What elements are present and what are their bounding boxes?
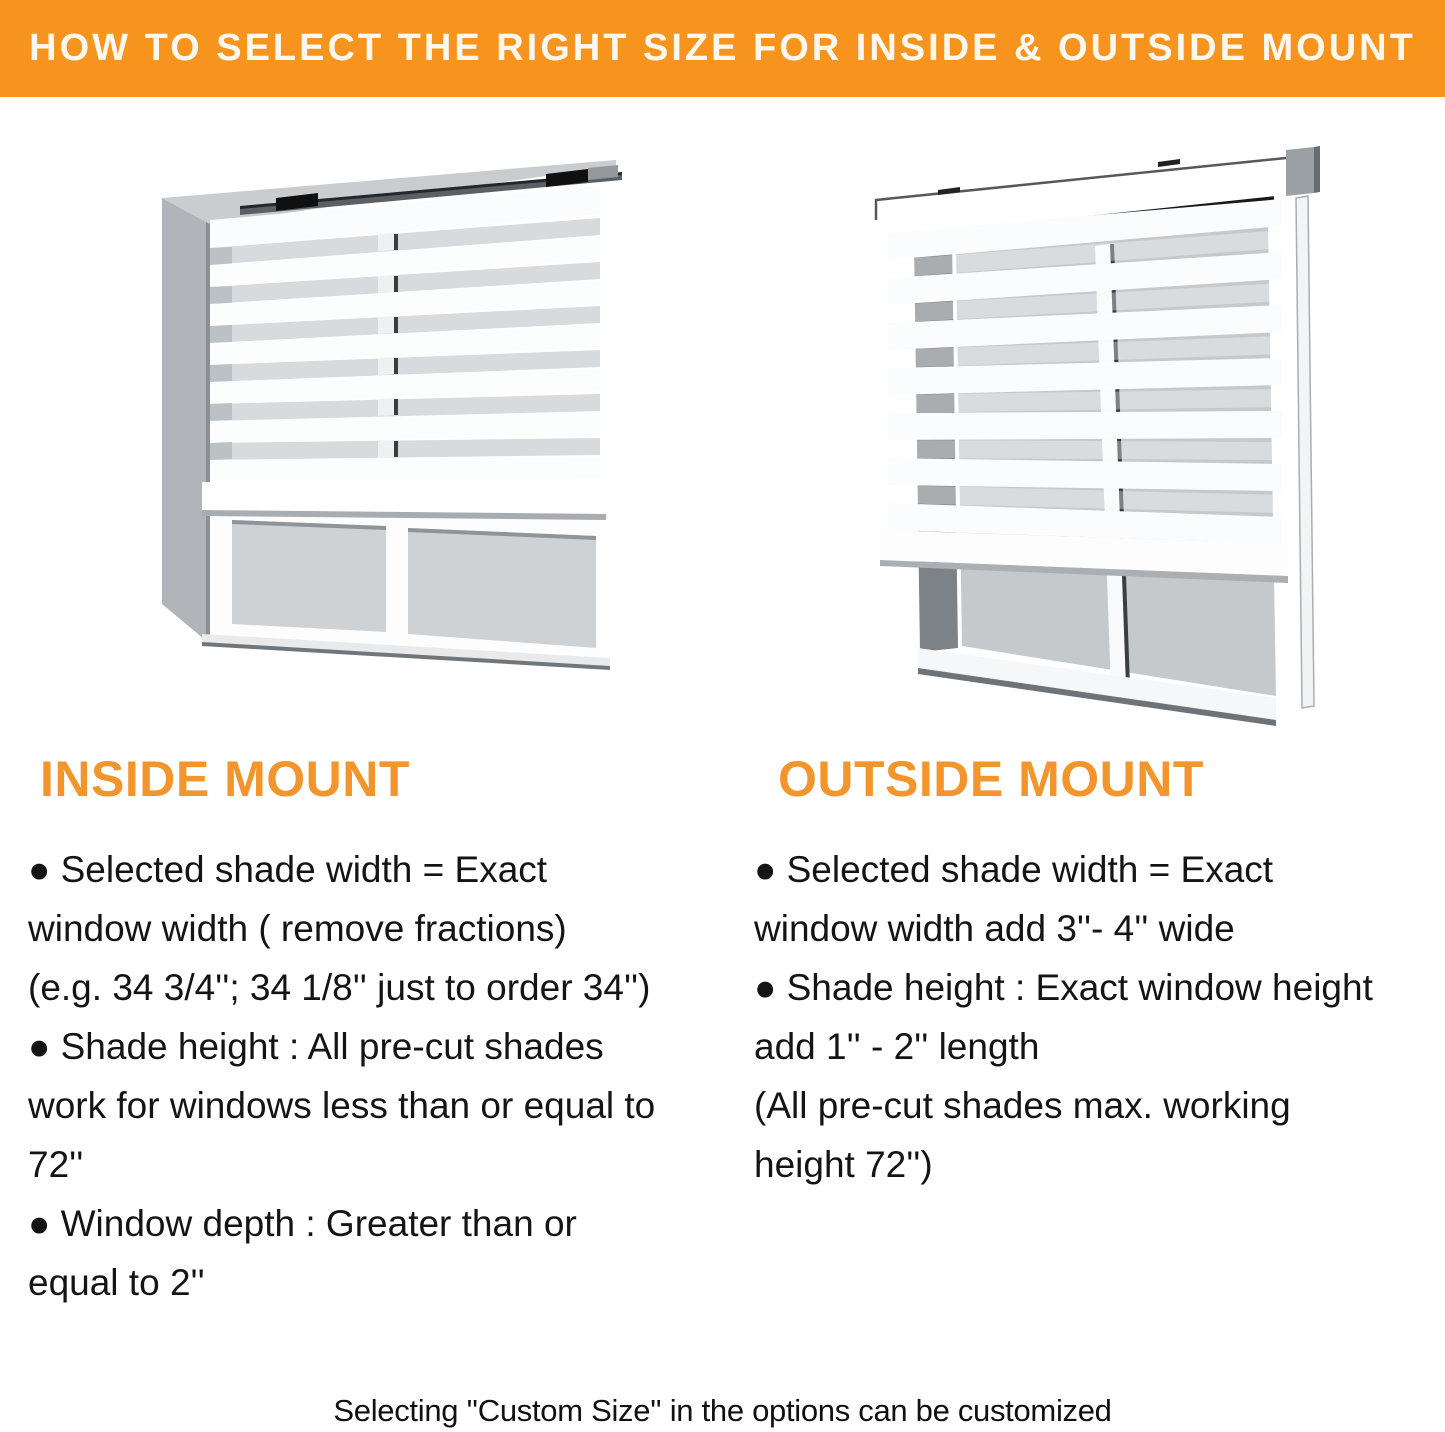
bullet-line: window width add 3''- 4'' wide	[754, 908, 1235, 949]
title-banner	[0, 0, 1445, 97]
bullet-line: window width ( remove fractions)	[28, 908, 567, 949]
inside-mount-heading: INSIDE MOUNT	[40, 751, 410, 807]
outside-mount-bullets	[754, 840, 1444, 1194]
inside-mount-window-icon	[148, 146, 640, 726]
bullet-line: work for windows less than or equal to	[28, 1085, 656, 1126]
outside-mount-window-icon	[852, 140, 1367, 735]
bullet-line: ● Shade height : Exact window height	[754, 967, 1373, 1008]
bullet-line: height 72'')	[754, 1144, 933, 1185]
custom-size-note: Selecting ''Custom Size'' in the options can be customized	[333, 1393, 1112, 1428]
outside-mount-illustration	[852, 140, 1367, 735]
bullet-line: (All pre-cut shades max. working	[754, 1085, 1291, 1126]
bullet-line: add 1'' - 2'' length	[754, 1026, 1040, 1067]
banner-title-text: HOW TO SELECT THE RIGHT SIZE FOR INSIDE & OUTSIDE MOUNT	[29, 27, 1416, 69]
bullet-line: ● Window depth : Greater than or	[28, 1203, 577, 1244]
bullet-line: ● Shade height : All pre-cut shades	[28, 1026, 604, 1067]
inside-mount-bullets	[28, 840, 708, 1312]
bullet-line: ● Selected shade width = Exact	[28, 849, 548, 890]
inside-mount-illustration	[148, 146, 640, 726]
outside-mount-heading: OUTSIDE MOUNT	[778, 751, 1204, 807]
bullet-line: 72''	[28, 1144, 84, 1185]
bullet-line: (e.g. 34 3/4''; 34 1/8'' just to order 34'')	[28, 967, 651, 1008]
bullet-line: ● Selected shade width = Exact	[754, 849, 1274, 890]
bullet-line: equal to 2''	[28, 1262, 205, 1303]
